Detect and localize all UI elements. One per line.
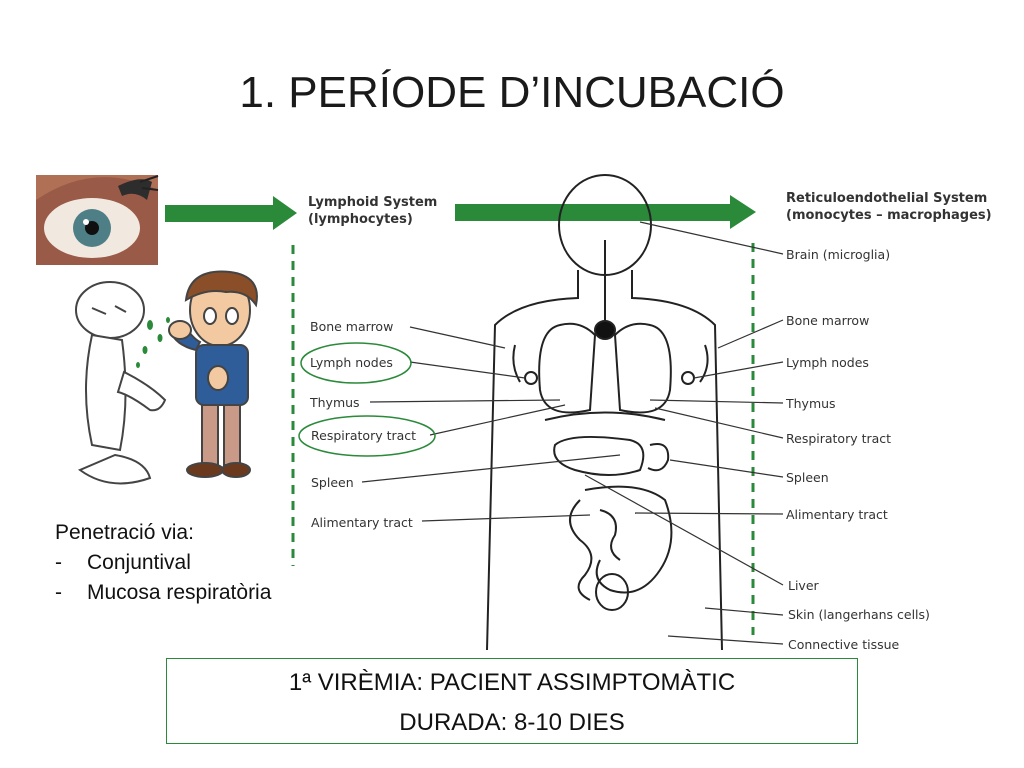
lymphoid-system-header bbox=[308, 194, 437, 228]
right-organ-label: Liver bbox=[788, 578, 819, 593]
arrow-right-icon bbox=[165, 196, 297, 230]
human-body-outline bbox=[487, 175, 722, 650]
left-organ-label: Respiratory tract bbox=[311, 428, 417, 443]
right-organ-label: Thymus bbox=[786, 396, 836, 411]
reticulo-line2: (monocytes – macrophages) bbox=[786, 208, 992, 223]
route-item bbox=[55, 578, 271, 608]
lymphoid-line2: (lymphocytes) bbox=[308, 212, 413, 227]
slide-title: 1. PERÍODE D’INCUBACIÓ bbox=[239, 68, 785, 117]
right-organ-label: Lymph nodes bbox=[786, 355, 869, 370]
route-item-label: Mucosa respiratòria bbox=[87, 581, 272, 604]
reticulo-system-header bbox=[786, 190, 992, 224]
sneezing-cartoon bbox=[76, 272, 257, 484]
summary-line1: 1ª VIRÈMIA: PACIENT ASSIMPTOMÀTIC bbox=[288, 669, 736, 696]
eye-photo bbox=[36, 175, 158, 265]
right-organ-label: Skin (langerhans cells) bbox=[788, 607, 930, 622]
arrow-right-icon bbox=[455, 195, 756, 229]
left-organ-label: Bone marrow bbox=[310, 319, 394, 334]
left-organ-label: Spleen bbox=[311, 475, 354, 490]
right-organ-label: Connective tissue bbox=[788, 637, 900, 652]
right-organ-label: Spleen bbox=[786, 470, 829, 485]
left-organ-label: Lymph nodes bbox=[310, 355, 393, 370]
summary-line2: DURADA: 8-10 DIES bbox=[399, 709, 625, 736]
route-heading: Penetració via: bbox=[55, 521, 194, 544]
reticulo-line1: Reticuloendothelial System bbox=[786, 191, 988, 206]
route-item-label: Conjuntival bbox=[87, 551, 191, 574]
right-organ-label: Brain (microglia) bbox=[786, 247, 891, 262]
left-organ-label: Thymus bbox=[310, 395, 360, 410]
left-organ-label: Alimentary tract bbox=[311, 515, 413, 530]
route-list bbox=[55, 548, 271, 608]
penetration-route bbox=[55, 518, 271, 608]
viremia-summary-box bbox=[166, 658, 858, 744]
lymphoid-line1: Lymphoid System bbox=[308, 195, 438, 210]
right-organ-label: Bone marrow bbox=[786, 313, 870, 328]
right-organ-label: Respiratory tract bbox=[786, 431, 892, 446]
right-organ-label: Alimentary tract bbox=[786, 507, 888, 522]
route-item bbox=[55, 548, 271, 578]
